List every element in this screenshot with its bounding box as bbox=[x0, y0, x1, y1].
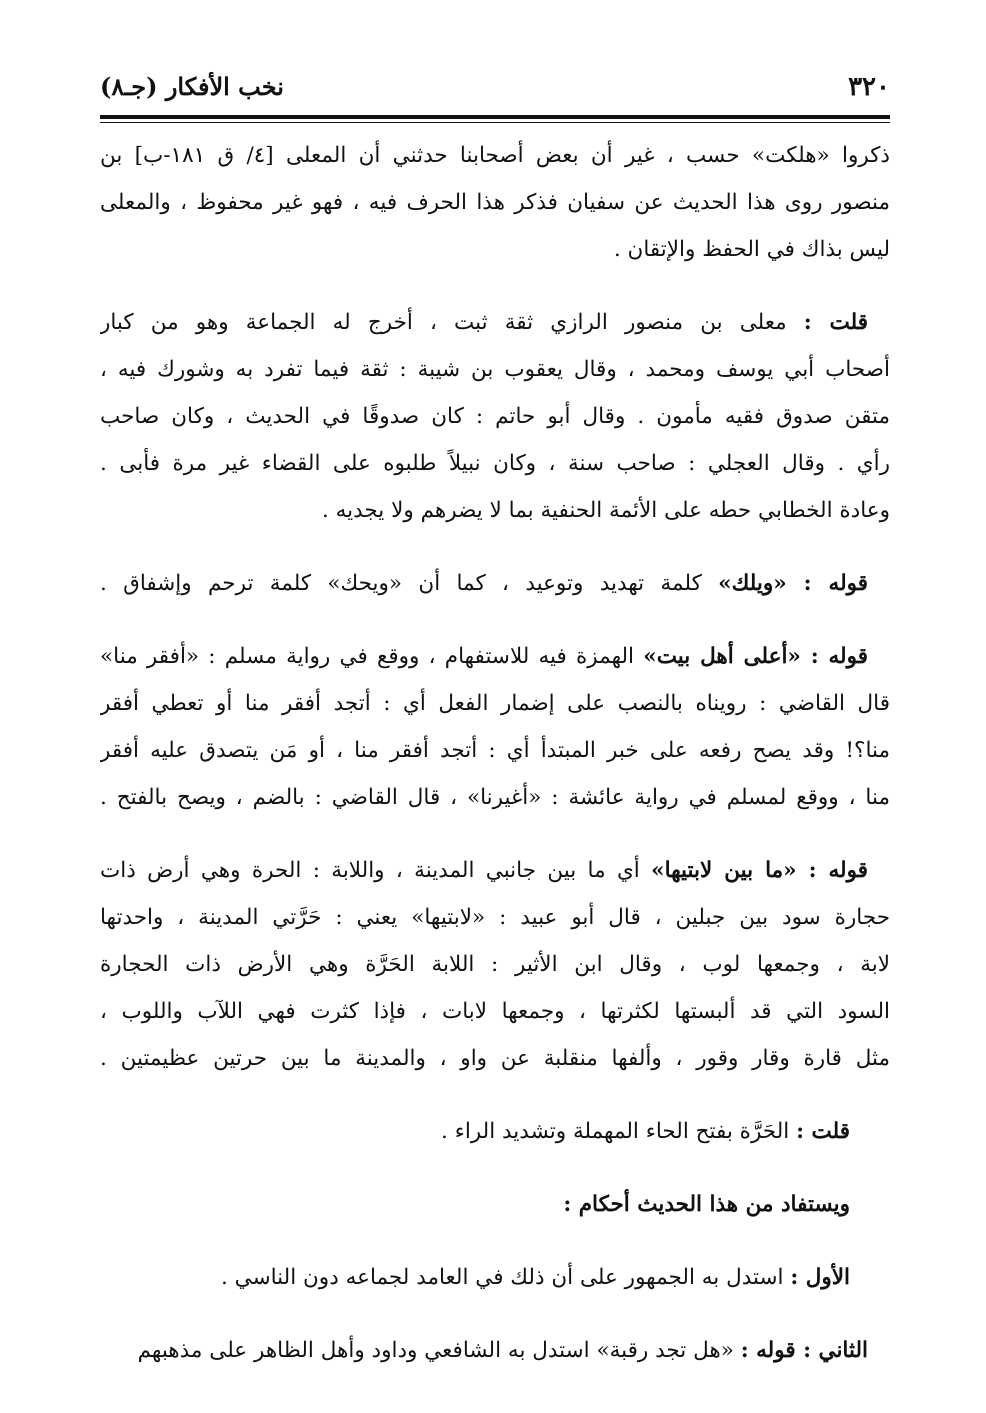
text-line bbox=[100, 346, 890, 393]
line-text: أي ما بين جانبي المدينة ، واللابة : الحرة وهي أرض ذات bbox=[100, 858, 652, 883]
line-text: منا؟! وقد يصح رفعه على خبر المبتدأ أي : أتجد أفقر منا ، أو مَن يتصدق عليه أفقر bbox=[100, 738, 890, 763]
paragraph bbox=[100, 633, 890, 821]
bold-lead: الثاني : قوله : bbox=[740, 1338, 868, 1363]
text-line bbox=[100, 727, 890, 774]
paragraph bbox=[100, 132, 890, 273]
line-text: معلى بن منصور الرازي ثقة ثبت ، أخرج له الجماعة وهو من كبار bbox=[100, 310, 804, 335]
text-line bbox=[100, 774, 890, 821]
line-text: منصور روى هذا الحديث عن سفيان فذكر هذا الحرف فيه ، فهو غير محفوظ ، والمعلى bbox=[100, 190, 890, 215]
line-text: السود التي قد ألبستها لكثرتها ، وجمعها لابات ، فإذا كثرت فهي اللآب واللوب ، bbox=[100, 999, 890, 1024]
line-text: الهمزة فيه للاستفهام ، ووقع في رواية مسلم : «أفقر منا» bbox=[100, 644, 644, 669]
bold-lead: قوله : «أعلى أهل بيت» bbox=[643, 644, 868, 669]
text-line bbox=[100, 299, 890, 346]
text-line bbox=[100, 988, 890, 1035]
paragraph bbox=[100, 1108, 890, 1155]
bold-lead: ويستفاد من هذا الحديث أحكام : bbox=[563, 1192, 850, 1217]
line-text: ليس بذاك في الحفظ والإتقان . bbox=[613, 237, 890, 262]
text-line bbox=[100, 226, 890, 273]
text-line bbox=[100, 633, 890, 680]
text-line bbox=[100, 1108, 890, 1155]
running-title: نخب الأفكار (جـ٨) bbox=[100, 72, 284, 101]
text-line bbox=[100, 179, 890, 226]
line-text: أصحاب أبي يوسف ومحمد ، وقال يعقوب بن شيبة : ثقة فيما تفرد به وشورك فيه ، bbox=[100, 357, 890, 382]
text-line bbox=[100, 680, 890, 727]
text-line bbox=[100, 847, 890, 894]
text-line bbox=[100, 560, 890, 607]
line-text: استدل به الجمهور على أن ذلك في العامد لجماعه دون الناسي . bbox=[221, 1265, 791, 1290]
line-text: متقن صدوق فقيه مأمون . وقال أبو حاتم : كان صدوقًا في الحديث ، وكان صاحب bbox=[100, 404, 890, 429]
header-rule-thin bbox=[100, 122, 890, 123]
page-body bbox=[100, 132, 890, 1374]
header-rule bbox=[100, 115, 890, 119]
text-line bbox=[100, 440, 890, 487]
text-line bbox=[100, 132, 890, 179]
line-text: حجارة سود بين جبلين ، قال أبو عبيد : «لابتيها» يعني : حَرَّتي المدينة ، واحدتها bbox=[100, 905, 890, 930]
bold-lead: قلت : bbox=[803, 310, 868, 335]
paragraph bbox=[100, 1254, 890, 1301]
page-header bbox=[100, 70, 890, 110]
line-text: قال القاضي : رويناه بالنصب على إضمار الفعل أي : أتجد أفقر منا أو تعطي أفقر bbox=[100, 691, 890, 716]
paragraph bbox=[100, 847, 890, 1082]
line-text: كلمة تهديد وتوعيد ، كما أن «ويحك» كلمة ترحم وإشفاق . bbox=[100, 571, 719, 596]
bold-lead: قوله : «ويلك» bbox=[718, 571, 868, 596]
line-text: وعادة الخطابي حطه على الأئمة الحنفية بما لا يضرهم ولا يجديه . bbox=[321, 498, 890, 523]
line-text: ذكروا «هلكت» حسب ، غير أن بعض أصحابنا حدثني أن المعلى [٤/ ق ١٨١-ب] بن bbox=[100, 143, 890, 168]
text-line bbox=[100, 487, 890, 534]
text-line bbox=[100, 1035, 890, 1082]
line-text: مثل قارة وقار وقور ، وألفها منقلبة عن واو ، والمدينة ما بين حرتين عظيمتين . bbox=[100, 1046, 890, 1071]
line-text: لابة ، وجمعها لوب ، وقال ابن الأثير : اللابة الحَرَّة وهي الأرض ذات الحجارة bbox=[100, 952, 890, 977]
text-line bbox=[100, 1254, 890, 1301]
text-line bbox=[100, 941, 890, 988]
line-text: منا ، ووقع لمسلم في رواية عائشة : «أغيرنا» ، قال القاضي : بالضم ، ويصح بالفتح . bbox=[100, 785, 890, 810]
text-line bbox=[100, 1327, 890, 1374]
line-text: «هل تجد رقبة» استدل به الشافعي وداود وأهل الظاهر على مذهبهم bbox=[137, 1338, 741, 1363]
text-line bbox=[100, 894, 890, 941]
text-line bbox=[100, 393, 890, 440]
paragraph bbox=[100, 1181, 890, 1228]
line-text: رأي . وقال العجلي : صاحب سنة ، وكان نبيلاً طلبوه على القضاء غير مرة فأبى . bbox=[100, 451, 890, 476]
paragraph bbox=[100, 299, 890, 534]
text-line bbox=[100, 1181, 890, 1228]
paragraph bbox=[100, 560, 890, 607]
page-number: ٣٢٠ bbox=[848, 72, 890, 102]
paragraph bbox=[100, 1327, 890, 1374]
bold-lead: قلت : bbox=[796, 1119, 850, 1144]
line-text: الحَرَّة بفتح الحاء المهملة وتشديد الراء . bbox=[441, 1119, 797, 1144]
bold-lead: قوله : «ما بين لابتيها» bbox=[651, 858, 868, 883]
bold-lead: الأول : bbox=[790, 1265, 850, 1290]
